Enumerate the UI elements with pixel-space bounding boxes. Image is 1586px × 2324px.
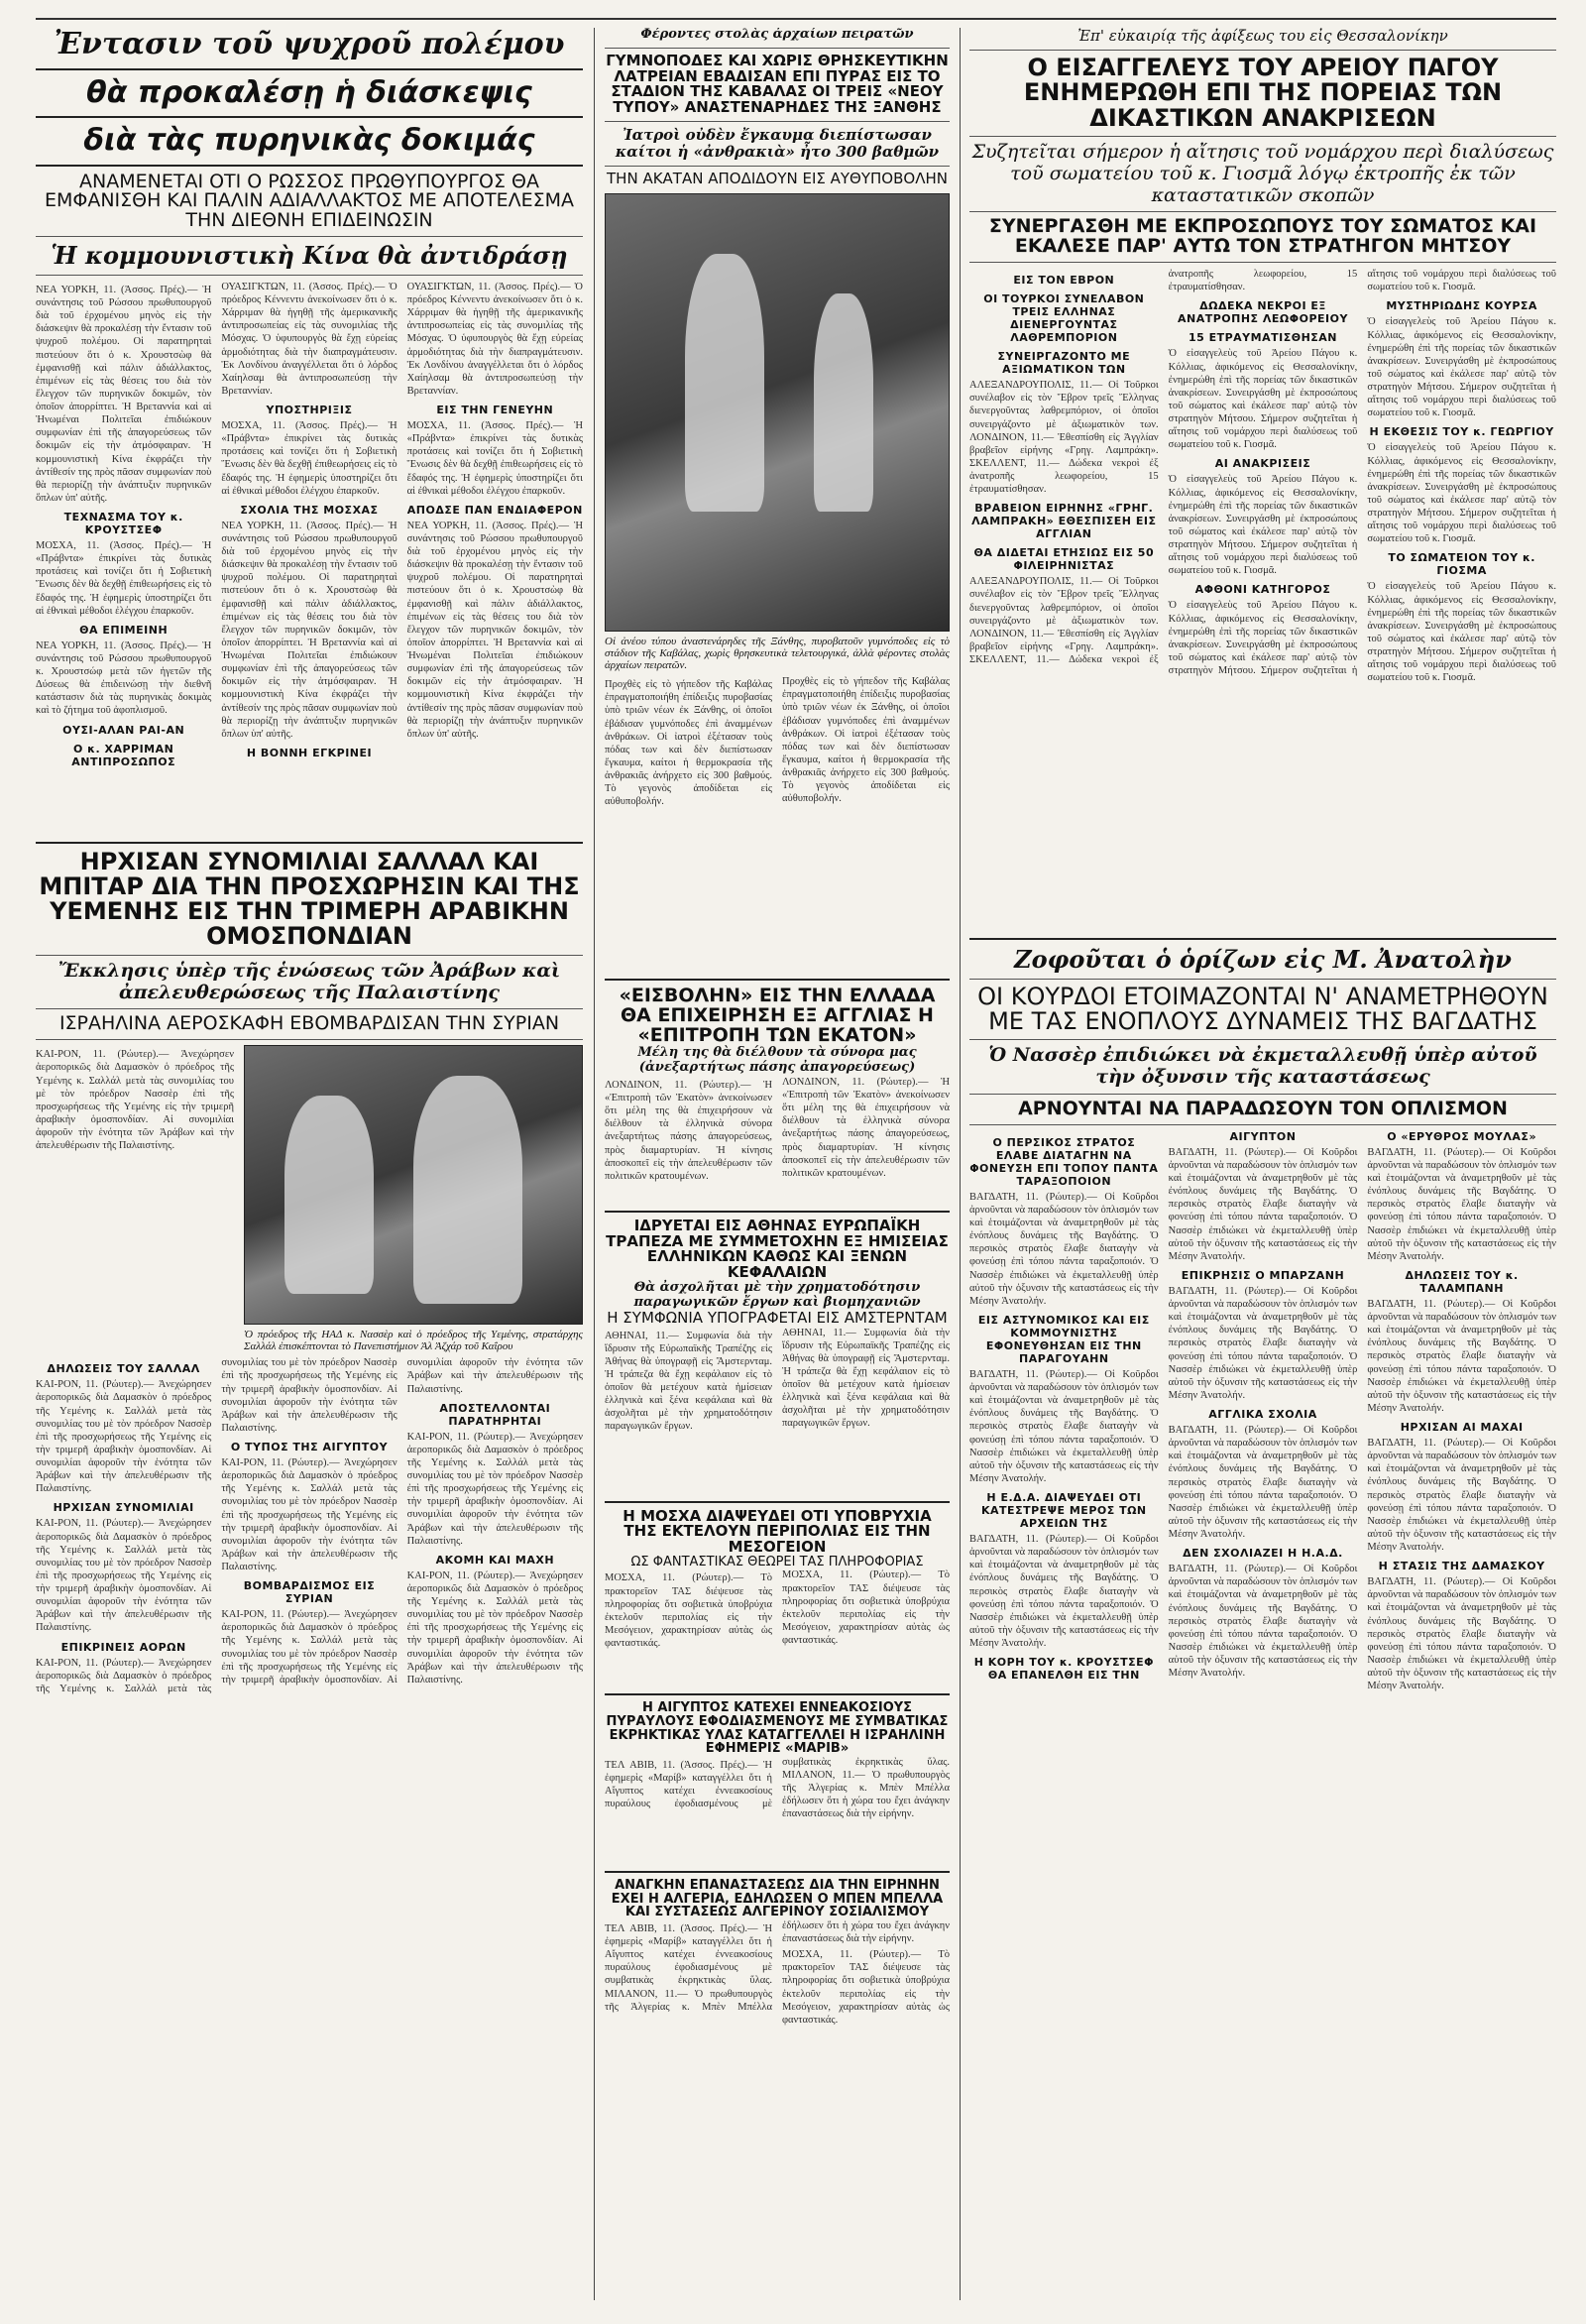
section-label: ΗΡΧΙΣΑΝ ΣΥΝΟΜΙΛΙΑΙ — [53, 1501, 194, 1515]
kicker-thessaloniki: Ἐπ' εὐκαιρίᾳ τῆς ἀφίξεως του εἰς Θεσσαλονίκην — [1077, 28, 1448, 45]
rule — [605, 48, 950, 49]
rule — [969, 1094, 1556, 1095]
rule — [969, 1039, 1556, 1040]
section-label: ΟΙ ΤΟΥΡΚΟΙ ΣΥΝΕΛΑΒΟΝ ΤΡΕΙΣ ΕΛΛΗΝΑΣ ΔΙΕΝΕΡΓΟΥΝΤΑΣ ΛΑΘΡΕΜΠΟΡΙΟΝ — [983, 292, 1145, 345]
section-label: ΔΗΛΩΣΕΙΣ ΤΟΥ κ. ΤΑΛΑΜΠΑΝΗ — [1405, 1268, 1519, 1295]
headline-invasion: «ΕΙΣΒΟΛΗΝ» ΕΙΣ ΤΗΝ ΕΛΛΑΔΑ ΘΑ ΕΠΙΧΕΙΡΗΣΗ ΕΞ ΑΓΓΛΙΑΣ Η «ΕΠΙΤΡΟΠΗ ΤΩΝ ΕΚΑΤΟΝ» — [619, 985, 936, 1047]
kicker-pirates: Φέροντες στολὰς ἀρχαίων πειρατῶν — [640, 28, 914, 42]
article-text: ΤΕΛ ΑΒΙΒ, 11. (Ἀσσος. Πρές).— Ἡ ἐφημερὶς «Μαρίβ» καταγγέλλει ὅτι ἡ Αἴγυπτος κατέχει ἐννεακοσίους πυραύλους ἐφοδιασμένους μὲ συμβατικὰς ἐκρηκτικὰς ὕλας. ΜΙΛΑΝΟΝ, 11.— Ὁ πρωθυπουργὸς τῆς Ἀλγερίας κ. Μπὲν Μπέλλα ἐδήλωσεν ὅτι ἡ χώρα του ἔχει ἀνάγκην ἐπαναστάσεως διὰ τὴν εἰρήνην. — [605, 1919, 950, 2013]
section-label: ΣΧΟΛΙΑ ΤΗΣ ΜΟΣΧΑΣ — [240, 503, 379, 517]
section-label: Ο «ΕΡΥΘΡΟΣ ΜΟΥΛΑΣ» — [1387, 1129, 1537, 1143]
article-text: Ὁ εἰσαγγελεὺς τοῦ Ἀρείου Πάγου κ. Κόλλιας, ἀφικόμενος εἰς Θεσσαλονίκην, ἐνημερώθη ἐπὶ τῆς πορείας τῶν δικαστικῶν ἀνακρίσεων. Συνειργάσθη μὲ ἐκπροσώπους τοῦ σώματος καὶ ἐκάλεσε παρ' αὐτῷ τὸν στρατηγὸν Μήτσου. Σήμερον συζητεῖται ἡ αἴτησις τοῦ νομάρχου περὶ διαλύσεως τοῦ σωματείου τοῦ κ. Γιοσμᾶ. — [1168, 269, 1556, 677]
section-label: ΑΙ ΑΝΑΚΡΙΣΕΙΣ — [1214, 457, 1311, 471]
article-text: ΒΑΓΔΑΤΗ, 11. (Ρώυτερ).— Οἱ Κοῦρδοι ἀρνοῦνται νὰ παραδώσουν τὸν ὁπλισμόν των καὶ ἑτοιμάζονται νὰ ἀναμετρηθοῦν μὲ τὰς ἐνόπλους δυνάμεις τῆς Βαγδάτης. Ὁ περσικὸς στρατὸς ἔλαβε διαταγὴν νὰ φονεύσῃ ἐπὶ τόπου πάντα ταραξοποιόν. Ὁ Νασσὲρ ἐπιδιώκει νὰ ἐκμεταλλευθῇ ὑπὲρ αὐτοῦ τὴν ὀξυνσιν τῆς καταστάσεως εἰς τὴν Μέσην Ἀνατολήν. — [1168, 1285, 1358, 1401]
section-label: ΕΙΣ ΤΟΝ ΕΒΡΟΝ — [1013, 274, 1115, 288]
section-label: ΕΙΣ ΤΗΝ ΓΕΝΕΥΗΝ — [436, 404, 554, 417]
column-left — [36, 28, 583, 2300]
rule — [605, 166, 950, 167]
section-label: ΔΕΝ ΣΧΟΛΙΑΖΕΙ Η Η.Α.Δ. — [1183, 1547, 1343, 1561]
article-text: ΝΕΑ ΥΟΡΚΗ, 11. (Ἀσσος. Πρές).— Ἡ συνάντησις τοῦ Ρώσσου πρωθυπουργοῦ κ. Χρουστσώφ μετὰ τῶν ἡγετῶν τῆς Δύσεως θὰ ἐπιδεινώσῃ τὴν διεθνῆ κατάστασιν διὰ τὰς πυρηνικὰς δοκιμὰς καὶ τὸ ζήτημα τοῦ ἀφοπλισμοῦ. — [36, 639, 212, 717]
section-label: ΣΥΝΕΙΡΓΑΖΟΝΤΟ ΜΕ ΑΞΙΩΜΑΤΙΚΟΝ ΤΩΝ — [997, 350, 1131, 377]
section-label: Η ΒΟΝΝΗ ΕΓΚΡΙΝΕΙ — [246, 746, 373, 759]
article-algeria — [605, 1919, 950, 2118]
article-text: Προχθὲς εἰς τὸ γήπεδον τῆς Καβάλας ἐπραγματοποιήθη ἐπίδειξις πυροβασίας ὑπὸ τριῶν νέων ἐκ Ξάνθης, οἱ ὁποῖοι ἐβάδισαν γυμνόποδες ἐπὶ ἀναμμένων ἀνθράκων. Οἱ ἰατροὶ ἐξέτασαν τοὺς πόδας των καὶ δὲν διεπίστωσαν ἔγκαυμα, καίτοι ἡ θερμοκρασία τῆς ἀνθρακιᾶς ἀνήρχετο εἰς 300 βαθμούς. Τὸ γεγονὸς ἀποδίδεται εἰς αὐθυποβολήν. — [782, 676, 950, 805]
article-text: ΜΟΣΧΑ, 11. (Ἀσσος. Πρές).— Ἡ «Πράβντα» ἐπικρίνει τὰς δυτικὰς προτάσεις καὶ τονίζει ὅτι ἡ Σοβιετικὴ Ἕνωσις δὲν θὰ δεχθῇ ἐπιθεωρήσεις εἰς τὸ ἔδαφός της. Ἡ ἐφημερὶς ὑποστηρίζει ὅτι αἱ ἐθνικαὶ μέθοδοι ἐλέγχου ἐπαρκοῦν. — [36, 540, 212, 617]
column-right — [969, 28, 1556, 2300]
headline-arab-unity: Ἔκκλησις ὑπὲρ τῆς ἑνώσεως τῶν Ἀράβων καὶ ἀπελευθερώσεως τῆς Παλαιστίνης — [57, 959, 561, 1003]
section-label: ΘΑ ΕΠΙΜΕΙΝΗ — [79, 623, 169, 637]
article-text: ΚΑΙ-ΡΟΝ, 11. (Ρώυτερ).— Ἀνεχώρησεν ἀεροπορικῶς διὰ Δαμασκὸν ὁ πρόεδρος τῆς Υεμένης κ. Σαλλάλ μετὰ τὰς συνομιλίας του μὲ τὸν πρόεδρον Νασσὲρ ἐπὶ τῆς προσχωρήσεως τῆς Υεμένης εἰς τὴν τριμερῆ ἀραβικὴν ὁμοσπονδίαν. Αἱ συνομιλίαι ἀφοροῦν τὴν ἑνότητα τῶν Ἀράβων καὶ τὴν ἀπελευθέρωσιν τῆς Παλαιστίνης. — [406, 1431, 583, 1547]
headline-doctors: Ἰατροὶ οὐδὲν ἔγκαυμα διεπίστωσαν καίτοι ἡ «ἀνθρακιὰ» ἦτο 300 βαθμῶν — [615, 125, 940, 162]
article-text: ΚΑΙ-ΡΟΝ, 11. (Ρώυτερ).— Ἀνεχώρησεν ἀεροπορικῶς διὰ Δαμασκὸν ὁ πρόεδρος τῆς Υεμένης κ. Σαλλάλ μετὰ τὰς συνομιλίας του μὲ τὸν πρόεδρον Νασσὲρ ἐπὶ τῆς προσχωρήσεως τῆς Υεμένης εἰς τὴν τριμερῆ ἀραβικὴν ὁμοσπονδίαν. Αἱ συνομιλίαι ἀφοροῦν τὴν ἑνότητα τῶν Ἀράβων καὶ τὴν ἀπελευθέρωσιν τῆς Παλαιστίνης. — [36, 1518, 212, 1634]
article-text: ΟΥΑΣΙΓΚΤΩΝ, 11. (Ἀσσος. Πρές).— Ὁ πρόεδρος Κέννεντυ ἀνεκοίνωσεν ὅτι ὁ κ. Χάρριμαν θὰ ἡγηθῇ τῆς ἀμερικανικῆς ἀντιπροσωπείας εἰς τὰς συνομιλίας τῆς Μόσχας. Ὁ ὑφυπουργὸς θὰ ἔχῃ εὐρείας ἁρμοδιότητας διὰ τὴν διαπραγμάτευσιν. Ἐκ Λονδίνου ἀναγγέλλεται ὅτι ὁ λόρδος Χαίηλσαμ θὰ ἀντιπροσωπεύσῃ τὴν Βρεταννίαν. — [221, 281, 397, 397]
article-text: ΜΟΣΧΑ, 11. (Ρώυτερ).— Τὸ πρακτορεῖον ΤΑΣ διέψευσε τὰς πληροφορίας ὅτι σοβιετικὰ ὑποβρύχια ἐκτελοῦν περιπολίας εἰς τὴν Μεσόγειον, χαρακτηρίσαν αὐτὰς ὡς φανταστικάς. — [782, 1569, 950, 1647]
article-text: ΑΘΗΝΑΙ, 11.— Συμφωνία διὰ τὴν ἵδρυσιν τῆς Εὐρωπαϊκῆς Τραπέζης εἰς Ἀθήνας θὰ ὑπογραφῇ εἰς Ἄμστερνταμ. Ἡ τράπεζα θὰ ἔχῃ κεφάλαιον εἰς τὸ ὁποῖον θὰ μετέχουν κατὰ ἡμίσειαν ἑλληνικὰ καὶ ξένα κεφάλαια καὶ θὰ ἀσχολῆται μὲ τὴν χρηματοδότησιν παραγωγικῶν ἔργων. — [782, 1327, 950, 1430]
section-label: ΑΠΟΔΣΕ ΠΑΝ ΕΝΔΙΑΦΕΡΟΝ — [406, 503, 583, 517]
column-divider — [594, 28, 595, 2300]
article-kurds — [969, 1130, 1556, 1993]
article-text: ΟΥΑΣΙΓΚΤΩΝ, 11. (Ἀσσος. Πρές).— Ὁ πρόεδρος Κέννεντυ ἀνεκοίνωσεν ὅτι ὁ κ. Χάρριμαν θὰ ἡγηθῇ τῆς ἀμερικανικῆς ἀντιπροσωπείας εἰς τὰς συνομιλίας τῆς Μόσχας. Ὁ ὑφυπουργὸς θὰ ἔχῃ εὐρείας ἁρμοδιότητας διὰ τὴν διαπραγμάτευσιν. Ἐκ Λονδίνου ἀναγγέλλεται ὅτι ὁ λόρδος Χαίηλσαμ θὰ ἀντιπροσωπεύσῃ τὴν Βρεταννίαν. — [406, 281, 583, 397]
article-text: ΒΑΓΔΑΤΗ, 11. (Ρώυτερ).— Οἱ Κοῦρδοι ἀρνοῦνται νὰ παραδώσουν τὸν ὁπλισμόν των καὶ ἑτοιμάζονται νὰ ἀναμετρηθοῦν μὲ τὰς ἐνόπλους δυνάμεις τῆς Βαγδάτης. Ὁ περσικὸς στρατὸς ἔλαβε διαταγὴν νὰ φονεύσῃ ἐπὶ τόπου πάντα ταραξοποιόν. Ὁ Νασσὲρ ἐπιδιώκει νὰ ἐκμεταλλευθῇ ὑπὲρ αὐτοῦ τὴν ὀξυνσιν τῆς καταστάσεως εἰς τὴν Μέσην Ἀνατολήν. — [969, 1534, 1159, 1650]
article-text: ΛΟΝΔΙΝΟΝ, 11. (Ρώυτερ).— Ἡ «Ἐπιτροπὴ τῶν Ἑκατὸν» ἀνεκοίνωσεν ὅτι μέλη της θὰ ἐπιχειρήσουν νὰ διέλθουν τὰ ἑλληνικὰ σύνορα ἀνεξαρτήτως πάσης ἀπαγορεύσεως, πρὸς διαμαρτυρίαν. Ἡ κίνησις ἀποσκοπεῖ εἰς τὴν ἀπελευθέρωσιν τῶν πολιτικῶν κρατουμένων. — [782, 1076, 950, 1179]
headline-nomarch-request: Συζητεῖται σήμερον ἡ αἴτησις τοῦ νομάρχου περὶ διαλύσεως τοῦ σωματείου τοῦ κ. Γιοσμᾶ λόγῳ ἐκτροπῆς ἐκ τῶν καταστατικῶν σκοπῶν — [971, 140, 1554, 206]
section-label: ΒΡΑΒΕΙΟΝ ΕΙΡΗΝΗΣ «ΓΡΗΓ. ΛΑΜΠΡΑΚΗ» ΕΘΕΣΠΙΣΕΗ ΕΙΣ ΑΓΓΛΙΑΝ — [971, 502, 1157, 541]
article-sallal-continued — [36, 1356, 583, 1912]
article-text: ΜΟΣΧΑ, 11. (Ἀσσος. Πρές).— Ἡ «Πράβντα» ἐπικρίνει τὰς δυτικὰς προτάσεις καὶ τονίζει ὅτι ἡ Σοβιετικὴ Ἕνωσις δὲν θὰ δεχθῇ ἐπιθεωρήσεις εἰς τὸ ἔδαφός της. Ἡ ἐφημερὶς ὑποστηρίζει ὅτι αἱ ἐθνικαὶ μέθοδοι ἐλέγχου ἐπαρκοῦν. — [221, 420, 397, 497]
rule — [36, 955, 583, 956]
article-text: ΤΕΛ ΑΒΙΒ, 11. (Ἀσσος. Πρές).— Ἡ ἐφημερὶς «Μαρίβ» καταγγέλλει ὅτι ἡ Αἴγυπτος κατέχει ἐννεακοσίους πυραύλους ἐφοδιασμένους μὲ συμβατικὰς ἐκρηκτικὰς ὕλας. ΜΙΛΑΝΟΝ, 11.— Ὁ πρωθυπουργὸς τῆς Ἀλγερίας κ. Μπὲν Μπέλλα ἐδήλωσεν ὅτι ἡ χώρα του ἔχει ἀνάγκην ἐπαναστάσεως διὰ τὴν εἰρήνην. — [605, 1756, 950, 1820]
article-text: ΜΟΣΧΑ, 11. (Ρώυτερ).— Τὸ πρακτορεῖον ΤΑΣ διέψευσε τὰς πληροφορίας ὅτι σοβιετικὰ ὑποβρύχια ἐκτελοῦν περιπολίας εἰς τὴν Μεσόγειον, χαρακτηρίσαν αὐτὰς ὡς φανταστικάς. — [605, 1572, 772, 1650]
section-label: Η ΚΟΡΗ ΤΟΥ κ. ΚΡΟΥΣΤΣΕΦ ΘΑ ΕΠΑΝΕΛΘΗ ΕΙΣ ΤΗΝ ΑΙΓΥΠΤΟΝ — [973, 1129, 1297, 1683]
rule — [969, 938, 1556, 940]
section-label: ΤΕΧΝΑΣΜΑ ΤΟΥ κ. ΚΡΟΥΣΤΣΕΦ — [63, 511, 183, 537]
article-text: ΒΑΓΔΑΤΗ, 11. (Ρώυτερ).— Οἱ Κοῦρδοι ἀρνοῦνται νὰ παραδώσουν τὸν ὁπλισμόν των καὶ ἑτοιμάζονται νὰ ἀναμετρηθοῦν μὲ τὰς ἐνόπλους δυνάμεις τῆς Βαγδάτης. Ὁ περσικὸς στρατὸς ἔλαβε διαταγὴν νὰ φονεύσῃ ἐπὶ τόπου πάντα ταραξοποιόν. Ὁ Νασσὲρ ἐπιδιώκει νὰ ἐκμεταλλευθῇ ὑπὲρ αὐτοῦ τὴν ὀξυνσιν τῆς καταστάσεως εἰς τὴν Μέσην Ἀνατολήν. — [1168, 1425, 1358, 1541]
section-label: ΥΠΟΣΤΗΡΙΞΙΣ — [266, 404, 353, 417]
column-divider — [960, 28, 961, 2300]
photo-block — [244, 1045, 583, 1356]
rule — [969, 262, 1556, 263]
article-text: ΚΑΙ-ΡΟΝ, 11. (Ρώυτερ).— Ἀνεχώρησεν ἀεροπορικῶς διὰ Δαμασκὸν ὁ πρόεδρος τῆς Υεμένης κ. Σαλλάλ μετὰ τὰς συνομιλίας του μὲ τὸν πρόεδρον Νασσὲρ ἐπὶ τῆς προσχωρήσεως τῆς Υεμένης εἰς τὴν τριμερῆ ἀραβικὴν ὁμοσπονδίαν. Αἱ συνομιλίαι ἀφοροῦν τὴν ἑνότητα τῶν Ἀράβων καὶ τὴν ἀπελευθέρωσιν τῆς Παλαιστίνης. — [406, 1569, 583, 1685]
headline-autosuggestion: ΤΗΝ ΑΚΑΤΑΝ ΑΠΟΔΙΔΟΥΝ ΕΙΣ ΑΥΘΥΠΟΒΟΛΗΝ — [607, 170, 948, 188]
rule — [36, 165, 583, 167]
article-text: Προχθὲς εἰς τὸ γήπεδον τῆς Καβάλας ἐπραγματοποιήθη ἐπίδειξις πυροβασίας ὑπὸ τριῶν νέων ἐκ Ξάνθης, οἱ ὁποῖοι ἐβάδισαν γυμνόποδες ἐπὶ ἀναμμένων ἀνθράκων. Οἱ ἰατροὶ ἐξέτασαν τοὺς πόδας των καὶ δὲν διεπίστωσαν ἔγκαυμα, καίτοι ἡ θερμοκρασία τῆς ἀνθρακιᾶς ἀνήρχετο εἰς 300 βαθμούς. Τὸ γεγονὸς ἀποδίδεται εἰς αὐθυποβολήν. — [605, 679, 772, 808]
section-label: ΘΑ ΔΙΔΕΤΑΙ ΕΤΗΣΙΩΣ ΕΙΣ 50 ΦΙΛΕΙΡΗΝΙΣΤΑΣ — [973, 546, 1155, 573]
headline-european-bank: ΙΔΡΥΕΤΑΙ ΕΙΣ ΑΘΗΝΑΣ ΕΥΡΩΠΑΪΚΗ ΤΡΑΠΕΖΑ ΜΕ ΣΥΜΜΕΤΟΧΗΝ ΕΞ ΗΜΙΣΕΙΑΣ ΕΛΛΗΝΙΚΩΝ ΚΑΘΩΣ ΚΑΙ ΞΕΝΩΝ ΚΕΦΑΛΑΙΩΝ — [606, 1216, 949, 1282]
article-text: Ὁ εἰσαγγελεὺς τοῦ Ἀρείου Πάγου κ. Κόλλιας, ἀφικόμενος εἰς Θεσσαλονίκην, ἐνημερώθη ἐπὶ τῆς πορείας τῶν δικαστικῶν ἀνακρίσεων. Συνειργάσθη μὲ ἐκπροσώπους τοῦ σώματος καὶ ἐκάλεσε παρ' αὐτῷ τὸν στρατηγὸν Μήτσου. Σήμερον συζητεῖται ἡ αἴτησις τοῦ νομάρχου περὶ διαλύσεως τοῦ σωματείου τοῦ κ. Γιοσμᾶ. — [1367, 442, 1556, 545]
section-label: Ο κ. ΧΑΡΡΙΜΑΝ ΑΝΤΙΠΡΟΣΩΠΟΣ — [71, 742, 176, 768]
article-text: ΒΑΓΔΑΤΗ, 11. (Ρώυτερ).— Οἱ Κοῦρδοι ἀρνοῦνται νὰ παραδώσουν τὸν ὁπλισμόν των καὶ ἑτοιμάζονται νὰ ἀναμετρηθοῦν μὲ τὰς ἐνόπλους δυνάμεις τῆς Βαγδάτης. Ὁ περσικὸς στρατὸς ἔλαβε διαταγὴν νὰ φονεύσῃ ἐπὶ τόπου πάντα ταραξοποιόν. Ὁ Νασσὲρ ἐπιδιώκει νὰ ἐκμεταλλευθῇ ὑπὲρ αὐτοῦ τὴν ὀξυνσιν τῆς καταστάσεως εἰς τὴν Μέσην Ἀνατολήν. — [1367, 1298, 1556, 1414]
article-text: Ὁ εἰσαγγελεὺς τοῦ Ἀρείου Πάγου κ. Κόλλιας, ἀφικόμενος εἰς Θεσσαλονίκην, ἐνημερώθη ἐπὶ τῆς πορείας τῶν δικαστικῶν ἀνακρίσεων. Συνειργάσθη μὲ ἐκπροσώπους τοῦ σώματος καὶ ἐκάλεσε παρ' αὐτῷ τὸν στρατηγὸν Μήτσου. Σήμερον συζητεῖται ἡ αἴτησις τοῦ νομάρχου περὶ διαλύσεως τοῦ σωματείου τοῦ κ. Γιοσμᾶ. — [1168, 348, 1358, 451]
article-text: ΑΛΕΞΑΝΔΡΟΥΠΟΛΙΣ, 11.— Οἱ Τοῦρκοι συνέλαβον εἰς τὸν Ἕβρον τρεῖς Ἕλληνας διενεργοῦντας λαθρεμπόριον, οἱ ὁποῖοι συνειργάζοντο μὲ ἀξιωματικὸν των. ΛΟΝΔΙΝΟΝ, 11.— Ἐθεσπίσθη εἰς Ἀγγλίαν βραβεῖον εἰρήνης «Γρηγ. Λαμπράκη». ΣΚΕΛΛΕΝΤ, 11.— Δώδεκα νεκροὶ ἐξ ἀνατροπῆς λεωφορείου, 15 ἐτραυματίσθησαν. — [969, 380, 1159, 496]
article-text: ΚΑΙ-ΡΟΝ, 11. (Ρώυτερ).— Ἀνεχώρησεν ἀεροπορικῶς διὰ Δαμασκὸν ὁ πρόεδρος τῆς Υεμένης κ. Σαλλάλ μετὰ τὰς συνομιλίας του μὲ τὸν πρόεδρον Νασσὲρ ἐπὶ τῆς προσχωρήσεως τῆς Υεμένης εἰς τὴν τριμερῆ ἀραβικὴν ὁμοσπονδίαν. Αἱ συνομιλίαι ἀφοροῦν τὴν ἑνότητα τῶν Ἀράβων καὶ τὴν ἀπελευθέρωσιν τῆς Παλαιστίνης. — [221, 1357, 583, 1685]
section-label: ΔΗΛΩΣΕΙΣ ΤΟΥ ΣΑΛΛΑΛ — [47, 1362, 200, 1376]
rule — [36, 275, 583, 276]
photo-caption: Οἱ ἀνέου τύπου ἀναστενάρηδες τῆς Ξάνθης, πυροβατοῦν γυμνόποδες εἰς τὸ στάδιον τῆς Καβάλας, χωρὶς θρησκευτικὰ τελετουργικά, ἀλλὰ φέροντες στολὰς ἀρχαίων πειρατῶν. — [605, 636, 950, 672]
rule — [969, 136, 1556, 137]
photo-firewalkers — [605, 193, 950, 632]
article-sallal — [36, 1045, 583, 1356]
photo-figure — [413, 1076, 522, 1304]
subheadline-soviet-pm: ΑΝΑΜΕΝΕΤΑΙ ΟΤΙ Ο ΡΩΣΣΟΣ ΠΡΩΘΥΠΟΥΡΓΟΣ ΘΑ ΕΜΦΑΝΙΣΘΗ ΚΑΙ ΠΑΛΙΝ ΑΔΙΑΛΛΑΚΤΟΣ ΜΕ ΑΠΟΤΕΛΕΣΜΑ ΤΗΝ ΔΙΕΘΝΗ ΕΠΙΔΕΙΝΩΣΙΝ — [44, 170, 575, 232]
rule — [969, 50, 1556, 51]
headline-algeria: ΑΝΑΓΚΗΝ ΕΠΑΝΑΣΤΑΣΕΩΣ ΔΙΑ ΤΗΝ ΕΙΡΗΝΗΝ ΕΧΕΙ Η ΑΛΓΕΡΙΑ, ΕΔΗΛΩΣΕΝ Ο ΜΠΕΝ ΜΠΕΛΛΑ ΚΑΙ ΣΥΣΤΑΣΕΩΣ ΑΛΓΕΡΙΝΟΥ ΣΟΣΙΑΛΙΣΜΟΥ — [611, 1877, 944, 1920]
section-label: ΤΟ ΣΩΜΑΤΕΙΟΝ ΤΟΥ κ. ΓΙΟΣΜΑ — [1388, 551, 1535, 578]
headline-cooperation: ΣΥΝΕΡΓΑΣΘΗ ΜΕ ΕΚΠΡΟΣΩΠΟΥΣ ΤΟΥ ΣΩΜΑΤΟΣ ΚΑΙ ΕΚΑΛΕΣΕ ΠΑΡ' ΑΥΤΩ ΤΟΝ ΣΤΡΑΤΗΓΟΝ ΜΗΤΣΟΥ — [988, 215, 1537, 258]
section-label: ΗΡΧΙΣΑΝ ΑΙ ΜΑΧΑΙ — [1400, 1421, 1524, 1435]
article-text: Ὁ εἰσαγγελεὺς τοῦ Ἀρείου Πάγου κ. Κόλλιας, ἀφικόμενος εἰς Θεσσαλονίκην, ἐνημερώθη ἐπὶ τῆς πορείας τῶν δικαστικῶν ἀνακρίσεων. Συνειργάσθη μὲ ἐκπροσώπους τοῦ σώματος καὶ ἐκάλεσε παρ' αὐτῷ τὸν στρατηγὸν Μήτσου. Σήμερον συζητεῖται ἡ αἴτησις τοῦ νομάρχου περὶ διαλύσεως τοῦ σωματείου τοῦ κ. Γιοσμᾶ. — [1168, 474, 1358, 577]
photo-figure — [284, 1096, 374, 1294]
rule — [36, 842, 583, 844]
rule — [36, 1039, 583, 1040]
article-text: ΚΑΙ-ΡΟΝ, 11. (Ρώυτερ).— Ἀνεχώρησεν ἀεροπορικῶς διὰ Δαμασκὸν ὁ πρόεδρος τῆς Υεμένης κ. Σαλλάλ μετὰ τὰς συνομιλίας του μὲ τὸν πρόεδρον Νασσὲρ ἐπὶ τῆς προσχωρήσεως τῆς Υεμένης εἰς τὴν τριμερῆ ἀραβικὴν ὁμοσπονδίαν. Αἱ συνομιλίαι ἀφοροῦν τὴν ἑνότητα τῶν Ἀράβων καὶ τὴν ἀπελευθέρωσιν τῆς Παλαιστίνης. — [36, 1379, 212, 1495]
article-text: ΝΕΑ ΥΟΡΚΗ, 11. (Ἀσσος. Πρές).— Ἡ συνάντησις τοῦ Ρώσσου πρωθυπουργοῦ διὰ τοῦ ἐρχομένου μηνὸς εἰς τὴν διάσκεψιν θὰ προκαλέσῃ τὴν ἔντασιν τοῦ ψυχροῦ πολέμου. Οἱ παρατηρηταὶ πιστεύουν ὅτι ὁ κ. Χρουστσὼφ θὰ ἐμφανισθῇ καὶ πάλιν ἀδιάλλακτος, ἐπιμένων εἰς τὰς θέσεις του διὰ τὸν ἔλεγχον τῶν πυρηνικῶν δοκιμῶν, τὸν ὁποῖον ἀπορρίπτει. Ἡ Βρεταννία καὶ αἱ Ἡνωμέναι Πολιτεῖαι ἐπιδιώκουν συμφωνίαν ἐπὶ τῆς ἀπαγορεύσεως τῶν δοκιμῶν εἰς τὴν ἀτμόσφαιραν. Ἡ κομμουνιστικὴ Κίνα ἐκφράζει τὴν ἀντίθεσίν της πρὸς πᾶσαν συμφωνίαν ποὺ θὰ περιορίζῃ τὴν ἀνάπτυξιν πυρηνικῶν ὅπλων ὑπ' αὐτῆς. — [221, 520, 397, 740]
article-cold-war — [36, 281, 583, 836]
section-label: ΕΠΙΚΡΗΣΙΣ Ο ΜΠΑΡΖΑΝΗ — [1181, 1268, 1345, 1282]
article-submarines — [605, 1569, 950, 1687]
rule — [36, 1008, 583, 1009]
article-bank — [605, 1327, 950, 1495]
headline-israeli-aircraft: ΙΣΡΑΗΛΙΝΑ ΑΕΡΟΣΚΑΦΗ ΕΒΟΜΒΑΡΔΙΣΑΝ ΤΗΝ ΣΥΡΙΑΝ — [58, 1012, 560, 1035]
section-label: Η ΕΚΘΕΣΙΣ ΤΟΥ κ. ΓΕΩΡΓΙΟΥ — [1369, 425, 1554, 439]
headline-firewalkers: ΓΥΜΝΟΠΟΔΕΣ ΚΑΙ ΧΩΡΙΣ ΘΡΗΣΚΕΥΤΙΚΗΝ ΛΑΤΡΕΙΑΝ ΕΒΑΔΙΣΑΝ ΕΠΙ ΠΥΡΑΣ ΕΙΣ ΤΟ ΣΤΑΔΙΟΝ ΤΗΣ ΚΑΒΑΛΑΣ ΟΙ ΤΡΕΙΣ «ΝΕΟΥ ΤΥΠΟΥ» ΑΝΑΣΤΕΝΑΡΗΔΕΣ ΤΗΣ ΞΑΝΘΗΣ — [606, 51, 949, 117]
article-text: ΒΑΓΔΑΤΗ, 11. (Ρώυτερ).— Οἱ Κοῦρδοι ἀρνοῦνται νὰ παραδώσουν τὸν ὁπλισμόν των καὶ ἑτοιμάζονται νὰ ἀναμετρηθοῦν μὲ τὰς ἐνόπλους δυνάμεις τῆς Βαγδάτης. Ὁ περσικὸς στρατὸς ἔλαβε διαταγὴν νὰ φονεύσῃ ἐπὶ τόπου πάντα ταραξοποιόν. Ὁ Νασσὲρ ἐπιδιώκει νὰ ἐκμεταλλευθῇ ὑπὲρ αὐτοῦ τὴν ὀξυνσιν τῆς καταστάσεως εἰς τὴν Μέσην Ἀνατολήν. — [1367, 1576, 1556, 1692]
headline-nasser: Ὁ Νασσὲρ ἐπιδιώκει νὰ ἐκμεταλλευθῇ ὑπὲρ αὐτοῦ τὴν ὀξυνσιν τῆς καταστάσεως — [988, 1044, 1537, 1089]
top-rule — [36, 18, 1556, 20]
rule — [605, 121, 950, 122]
article-text: ΒΑΓΔΑΤΗ, 11. (Ρώυτερ).— Οἱ Κοῦρδοι ἀρνοῦνται νὰ παραδώσουν τὸν ὁπλισμόν των καὶ ἑτοιμάζονται νὰ ἀναμετρηθοῦν μὲ τὰς ἐνόπλους δυνάμεις τῆς Βαγδάτης. Ὁ περσικὸς στρατὸς ἔλαβε διαταγὴν νὰ φονεύσῃ ἐπὶ τόπου πάντα ταραξοποιόν. Ὁ Νασσὲρ ἐπιδιώκει νὰ ἐκμεταλλευθῇ ὑπὲρ αὐτοῦ τὴν ὀξυνσιν τῆς καταστάσεως εἰς τὴν Μέσην Ἀνατολήν. — [1168, 1564, 1358, 1680]
section-label: ΑΓΓΛΙΚΑ ΣΧΟΛΙΑ — [1208, 1408, 1317, 1422]
article-firewalkers — [605, 675, 950, 973]
column-middle — [605, 28, 950, 2300]
article-text: Ὁ εἰσαγγελεὺς τοῦ Ἀρείου Πάγου κ. Κόλλιας, ἀφικόμενος εἰς Θεσσαλονίκην, ἐνημερώθη ἐπὶ τῆς πορείας τῶν δικαστικῶν ἀνακρίσεων. Συνειργάσθη μὲ ἐκπροσώπους τοῦ σώματος καὶ ἐκάλεσε παρ' αὐτῷ τὸν στρατηγὸν Μήτσου. Σήμερον συζητεῖται ἡ αἴτησις τοῦ νομάρχου περὶ διαλύσεως τοῦ σωματείου τοῦ κ. Γιοσμᾶ. — [1367, 581, 1556, 684]
section-label: Ο ΤΥΠΟΣ ΤΗΣ ΑΙΓΥΠΤΟΥ — [230, 1441, 389, 1454]
headline-prosecutor: Ο ΕΙΣΑΓΓΕΛΕΥΣ ΤΟΥ ΑΡΕΙΟΥ ΠΑΓΟΥ ΕΝΗΜΕΡΩΘΗ ΕΠΙ ΤΗΣ ΠΟΡΕΙΑΣ ΤΩΝ ΔΙΚΑΣΤΙΚΩΝ ΑΝΑΚΡΙΣΕΩΝ — [1023, 54, 1503, 132]
section-label: ΕΠΙΚΡΙΝΕΙΣ ΑΟΡΩΝ — [60, 1640, 186, 1654]
section-label: ΕΙΣ ΑΣΤΥΝΟΜΙΚΟΣ ΚΑΙ ΕΙΣ ΚΟΜΜΟΥΝΙΣΤΗΣ ΕΦΟΝΕΥΘΗΣΑΝ ΕΙΣ ΤΗΝ ΠΑΡΑΓΟΥΑΗΝ — [977, 1313, 1150, 1365]
headline-borders: Μέλη της θὰ διέλθουν τὰ σύνορα μας (ἀνεξαρτήτως πάσης ἀπαγορεύσεως) — [637, 1045, 917, 1075]
article-text: ΜΟΣΧΑ, 11. (Ρώυτερ).— Τὸ πρακτορεῖον ΤΑΣ διέψευσε τὰς πληροφορίας ὅτι σοβιετικὰ ὑποβρύχια ἐκτελοῦν περιπολίας εἰς τὴν Μεσόγειον, χαρακτηρίσαν αὐτὰς ὡς φανταστικάς. — [782, 1949, 950, 2026]
article-text: ΚΑΙ-ΡΟΝ, 11. (Ρώυτερ).— Ἀνεχώρησεν ἀεροπορικῶς διὰ Δαμασκὸν ὁ πρόεδρος τῆς Υεμένης κ. Σαλλάλ μετὰ τὰς συνομιλίας του μὲ τὸν πρόεδρον Νασσὲρ ἐπὶ τῆς προσχωρήσεως τῆς Υεμένης εἰς τὴν τριμερῆ ἀραβικὴν ὁμοσπονδίαν. Αἱ συνομιλίαι ἀφοροῦν τὴν ἑνότητα τῶν Ἀράβων καὶ τὴν ἀπελευθέρωσιν τῆς Παλαιστίνης. — [36, 1049, 234, 1152]
article-text: ΛΟΝΔΙΝΟΝ, 11. (Ρώυτερ).— Ἡ «Ἐπιτροπὴ τῶν Ἑκατὸν» ἀνεκοίνωσεν ὅτι μέλη της θὰ ἐπιχειρήσουν νὰ διέλθουν τὰ ἑλληνικὰ σύνορα ἀνεξαρτήτως πάσης ἀπαγορεύσεως, πρὸς διαμαρτυρίαν. Ἡ κίνησις ἀποσκοπεῖ εἰς τὴν ἀπελευθέρωσιν τῶν πολιτικῶν κρατουμένων. — [605, 1079, 772, 1182]
article-text: ΑΛΕΞΑΝΔΡΟΥΠΟΛΙΣ, 11.— Οἱ Τοῦρκοι συνέλαβον εἰς τὸν Ἕβρον τρεῖς Ἕλληνας διενεργοῦντας λαθρεμπόριον, οἱ ὁποῖοι συνειργάζοντο μὲ ἀξιωματικὸν των. ΛΟΝΔΙΝΟΝ, 11.— Ἐθεσπίσθη εἰς Ἀγγλίαν βραβεῖον εἰρήνης «Γρηγ. Λαμπράκη». ΣΚΕΛΛΕΝΤ, 11.— Δώδεκα νεκροὶ ἐξ ἀνατροπῆς λεωφορείου, 15 ἐτραυματίσθησαν. — [969, 269, 1358, 666]
article-text: ΑΘΗΝΑΙ, 11.— Συμφωνία διὰ τὴν ἵδρυσιν τῆς Εὐρωπαϊκῆς Τραπέζης εἰς Ἀθήνας θὰ ὑπογραφῇ εἰς Ἄμστερνταμ. Ἡ τράπεζα θὰ ἔχῃ κεφάλαιον εἰς τὸ ὁποῖον θὰ μετέχουν κατὰ ἡμίσειαν ἑλληνικὰ καὶ ξένα κεφάλαια καὶ θὰ ἀσχολῆται μὲ τὴν χρηματοδότησιν παραγωγικῶν ἔργων. — [605, 1330, 772, 1433]
headline-conference: θὰ προκαλέσῃ ἡ διάσκεψις — [86, 74, 532, 110]
article-missiles — [605, 1756, 950, 1865]
rule — [969, 1124, 1556, 1125]
article-text: ΜΟΣΧΑ, 11. (Ἀσσος. Πρές).— Ἡ «Πράβντα» ἐπικρίνει τὰς δυτικὰς προτάσεις καὶ τονίζει ὅτι ἡ Σοβιετικὴ Ἕνωσις δὲν θὰ δεχθῇ ἐπιθεωρήσεις εἰς τὸ ἔδαφός της. Ἡ ἐφημερὶς ὑποστηρίζει ὅτι αἱ ἐθνικαὶ μέθοδοι ἐλέγχου ἐπαρκοῦν. — [406, 420, 583, 497]
article-prosecutor — [969, 268, 1556, 932]
section-label: 15 ΕΤΡΑΥΜΑΤΙΣΘΗΣΑΝ — [1188, 331, 1338, 345]
section-label: ΔΩΔΕΚΑ ΝΕΚΡΟΙ ΕΞ ΑΝΑΤΡΟΠΗΣ ΛΕΩΦΟΡΕΙΟΥ — [1177, 299, 1348, 326]
rule — [605, 1211, 950, 1213]
photo-nasser-sallal — [244, 1045, 583, 1325]
article-text: ΝΕΑ ΥΟΡΚΗ, 11. (Ἀσσος. Πρές).— Ἡ συνάντησις τοῦ Ρώσσου πρωθυπουργοῦ διὰ τοῦ ἐρχομένου μηνὸς εἰς τὴν διάσκεψιν θὰ προκαλέσῃ τὴν ἔντασιν τοῦ ψυχροῦ πολέμου. Οἱ παρατηρηταὶ πιστεύουν ὅτι ὁ κ. Χρουστσὼφ θὰ ἐμφανισθῇ καὶ πάλιν ἀδιάλλακτος, ἐπιμένων εἰς τὰς θέσεις του διὰ τὸν ἔλεγχον τῶν πυρηνικῶν δοκιμῶν, τὸν ὁποῖον ἀπορρίπτει. Ἡ Βρεταννία καὶ αἱ Ἡνωμέναι Πολιτεῖαι ἐπιδιώκουν συμφωνίαν ἐπὶ τῆς ἀπαγορεύσεως τῶν δοκιμῶν εἰς τὴν ἀτμόσφαιραν. Ἡ κομμουνιστικὴ Κίνα ἐκφράζει τὴν ἀντίθεσίν της πρὸς πᾶσαν συμφωνίαν ποὺ θὰ περιορίζῃ τὴν ἀνάπτυξιν πυρηνικῶν ὅπλων ὑπ' αὐτῆς. — [406, 520, 583, 740]
headline-fantastic: ΩΣ ΦΑΝΤΑΣΤΙΚΑΣ ΘΕΩΡΕΙ ΤΑΣ ΠΛΗΡΟΦΟΡΙΑΣ — [630, 1554, 924, 1569]
rule — [36, 68, 583, 70]
section-label: Η ΣΤΑΣΙΣ ΤΗΣ ΔΑΜΑΣΚΟΥ — [1378, 1560, 1545, 1573]
article-text: ΒΑΓΔΑΤΗ, 11. (Ρώυτερ).— Οἱ Κοῦρδοι ἀρνοῦνται νὰ παραδώσουν τὸν ὁπλισμόν των καὶ ἑτοιμάζονται νὰ ἀναμετρηθοῦν μὲ τὰς ἐνόπλους δυνάμεις τῆς Βαγδάτης. Ὁ περσικὸς στρατὸς ἔλαβε διαταγὴν νὰ φονεύσῃ ἐπὶ τόπου πάντα ταραξοποιόν. Ὁ Νασσὲρ ἐπιδιώκει νὰ ἐκμεταλλευθῇ ὑπὲρ αὐτοῦ τὴν ὀξυνσιν τῆς καταστάσεως εἰς τὴν Μέσην Ἀνατολήν. — [1168, 1146, 1358, 1262]
article-text: ΚΑΙ-ΡΟΝ, 11. (Ρώυτερ).— Ἀνεχώρησεν ἀεροπορικῶς διὰ Δαμασκὸν ὁ πρόεδρος τῆς Υεμένης κ. Σαλλάλ μετὰ τὰς συνομιλίας του μὲ τὸν πρόεδρον Νασσὲρ ἐπὶ τῆς προσχωρήσεως τῆς Υεμένης εἰς τὴν τριμερῆ ἀραβικὴν ὁμοσπονδίαν. Αἱ συνομιλίαι ἀφοροῦν τὴν ἑνότητα τῶν Ἀράβων καὶ τὴν ἀπελευθέρωσιν τῆς Παλαιστίνης. — [221, 1457, 397, 1573]
headline-china-reacts: Ἡ κομμουνιστικὴ Κίνα θὰ ἀντιδράσῃ — [51, 241, 568, 271]
article-text: Ὁ εἰσαγγελεὺς τοῦ Ἀρείου Πάγου κ. Κόλλιας, ἀφικόμενος εἰς Θεσσαλονίκην, ἐνημερώθη ἐπὶ τῆς πορείας τῶν δικαστικῶν ἀνακρίσεων. Συνειργάσθη μὲ ἐκπροσώπους τοῦ σώματος καὶ ἐκάλεσε παρ' αὐτῷ τὸν στρατηγὸν Μήτσου. Σήμερον συζητεῖται ἡ αἴτησις τοῦ νομάρχου περὶ διαλύσεως τοῦ σωματείου τοῦ κ. Γιοσμᾶ. — [1367, 316, 1556, 419]
headline-financing: Θὰ ἀσχολῆται μὲ τὴν χρηματοδότησιν παραγωγικῶν ἔργων καὶ βιομηχανιῶν — [633, 1279, 921, 1310]
section-label: ΑΚΟΜΗ ΚΑΙ ΜΑΧΗ — [435, 1553, 555, 1567]
article-text: ΚΑΙ-ΡΟΝ, 11. (Ρώυτερ).— Ἀνεχώρησεν ἀεροπορικῶς διὰ Δαμασκὸν ὁ πρόεδρος τῆς Υεμένης κ. Σαλλάλ μετὰ τὰς συνομιλίας του μὲ τὸν πρόεδρον Νασσὲρ ἐπὶ τῆς προσχωρήσεως τῆς Υεμένης εἰς τὴν τριμερῆ ἀραβικὴν ὁμοσπονδίαν. Αἱ συνομιλίαι ἀφοροῦν τὴν ἑνότητα τῶν Ἀράβων καὶ τὴν ἀπελευθέρωσιν τῆς Παλαιστίνης. — [36, 1357, 397, 1694]
article-text: ΝΕΑ ΥΟΡΚΗ, 11. (Ἀσσος. Πρές).— Ἡ συνάντησις τοῦ Ρώσσου πρωθυπουργοῦ διὰ τοῦ ἐρχομένου μηνὸς εἰς τὴν διάσκεψιν θὰ προκαλέσῃ τὴν ἔντασιν τοῦ ψυχροῦ πολέμου. Οἱ παρατηρηταὶ πιστεύουν ὅτι ὁ κ. Χρουστσὼφ θὰ ἐμφανισθῇ καὶ πάλιν ἀδιάλλακτος, ἐπιμένων εἰς τὰς θέσεις του διὰ τὸν ἔλεγχον τῶν πυρηνικῶν δοκιμῶν, τὸν ὁποῖον ἀπορρίπτει. Ἡ Βρεταννία καὶ αἱ Ἡνωμέναι Πολιτεῖαι ἐπιδιώκουν συμφωνίαν ἐπὶ τῆς ἀπαγορεύσεως τῶν δοκιμῶν εἰς τὴν ἀτμόσφαιραν. Ἡ κομμουνιστικὴ Κίνα ἐκφράζει τὴν ἀντίθεσίν της πρὸς πᾶσαν συμφωνίαν ποὺ θὰ περιορίζῃ τὴν ἀνάπτυξιν πυρηνικῶν ὅπλων ὑπ' αὐτῆς. — [36, 284, 212, 504]
headline-moscow-submarines: Η ΜΟΣΧΑ ΔΙΑΨΕΥΔΕΙ ΟΤΙ ΥΠΟΒΡΥΧΙΑ ΤΗΣ ΕΚΤΕΛΟΥΝ ΠΕΡΙΠΟΛΙΑΣ ΕΙΣ ΤΗΝ ΜΕΣΟΓΕΙΟΝ — [623, 1506, 932, 1556]
article-text: ΒΑΓΔΑΤΗ, 11. (Ρώυτερ).— Οἱ Κοῦρδοι ἀρνοῦνται νὰ παραδώσουν τὸν ὁπλισμόν των καὶ ἑτοιμάζονται νὰ ἀναμετρηθοῦν μὲ τὰς ἐνόπλους δυνάμεις τῆς Βαγδάτης. Ὁ περσικὸς στρατὸς ἔλαβε διαταγὴν νὰ φονεύσῃ ἐπὶ τόπου πάντα ταραξοποιόν. Ὁ Νασσὲρ ἐπιδιώκει νὰ ἐκμεταλλευθῇ ὑπὲρ αὐτοῦ τὴν ὀξυνσιν τῆς καταστάσεως εἰς τὴν Μέσην Ἀνατολήν. — [1367, 1146, 1556, 1262]
section-label: ΒΟΜΒΑΡΔΙΣΜΟΣ ΕΙΣ ΣΥΡΙΑΝ — [243, 1579, 376, 1606]
article-text: ΒΑΓΔΑΤΗ, 11. (Ρώυτερ).— Οἱ Κοῦρδοι ἀρνοῦνται νὰ παραδώσουν τὸν ὁπλισμόν των καὶ ἑτοιμάζονται νὰ ἀναμετρηθοῦν μὲ τὰς ἐνόπλους δυνάμεις τῆς Βαγδάτης. Ὁ περσικὸς στρατὸς ἔλαβε διαταγὴν νὰ φονεύσῃ ἐπὶ τόπου πάντα ταραξοποιόν. Ὁ Νασσὲρ ἐπιδιώκει νὰ ἐκμεταλλευθῇ ὑπὲρ αὐτοῦ τὴν ὀξυνσιν τῆς καταστάσεως εἰς τὴν Μέσην Ἀνατολήν. — [969, 1191, 1159, 1307]
rule — [605, 1693, 950, 1695]
headline-nuclear-tests: διὰ τὰς πυρηνικὰς δοκιμάς — [83, 123, 535, 158]
photo-caption: Ὁ πρόεδρος τῆς ΗΑΔ κ. Νασσὲρ καὶ ὁ πρόεδρος τῆς Υεμένης, στρατάρχης Σαλλάλ ἐπισκέπτονται τὸ Πανεπιστήμιον Ἀλ Ἀζχάρ τοῦ Καΐρου — [244, 1329, 583, 1353]
headline-sallal-bitar: ΗΡΧΙΣΑΝ ΣΥΝΟΜΙΛΙΑΙ ΣΑΛΛΑΛ ΚΑΙ ΜΠΙΤΑΡ ΔΙΑ ΤΗΝ ΠΡΟΣΧΩΡΗΣΙΝ ΚΑΙ ΤΗΣ ΥΕΜΕΝΗΣ ΕΙΣ ΤΗΝ ΤΡΙΜΕΡΗ ΑΡΑΒΙΚΗΝ ΟΜΟΣΠΟΝΔΙΑΝ — [39, 847, 580, 951]
photo-figure — [685, 254, 764, 512]
section-label: Η Ε.Δ.Α. ΔΙΑΨΕΥΔΕΙ ΟΤΙ ΚΑΤΕΣΤΡΕΨΕ ΜΕΡΟΣ ΤΩΝ ΑΡΧΕΙΩΝ ΤΗΣ — [981, 1491, 1147, 1531]
rule — [36, 116, 583, 118]
headline-weapons: ΑΡΝΟΥΝΤΑΙ ΝΑ ΠΑΡΑΔΩΣΟΥΝ ΤΟΝ ΟΠΛΙΣΜΟΝ — [1018, 1097, 1508, 1119]
photo-figure — [814, 293, 873, 512]
headline-cold-war: Ἐντασιν τοῦ ψυχροῦ πολέμου — [54, 28, 565, 61]
rule — [605, 979, 950, 981]
section-label: ΟΥΣΙ-ΑΛΑΝ ΡΑΙ-ΑΝ — [62, 723, 185, 737]
rule — [969, 979, 1556, 980]
article-text: ΒΑΓΔΑΤΗ, 11. (Ρώυτερ).— Οἱ Κοῦρδοι ἀρνοῦνται νὰ παραδώσουν τὸν ὁπλισμόν των καὶ ἑτοιμάζονται νὰ ἀναμετρηθοῦν μὲ τὰς ἐνόπλους δυνάμεις τῆς Βαγδάτης. Ὁ περσικὸς στρατὸς ἔλαβε διαταγὴν νὰ φονεύσῃ ἐπὶ τόπου πάντα ταραξοποιόν. Ὁ Νασσὲρ ἐπιδιώκει νὰ ἐκμεταλλευθῇ ὑπὲρ αὐτοῦ τὴν ὀξυνσιν τῆς καταστάσεως εἰς τὴν Μέσην Ἀνατολήν. — [1367, 1438, 1556, 1554]
rule — [605, 1501, 950, 1503]
section-label: ΑΦΘΟΝΙ ΚΑΤΗΓΟΡΟΣ — [1194, 583, 1331, 597]
article-text: ΒΑΓΔΑΤΗ, 11. (Ρώυτερ).— Οἱ Κοῦρδοι ἀρνοῦνται νὰ παραδώσουν τὸν ὁπλισμόν των καὶ ἑτοιμάζονται νὰ ἀναμετρηθοῦν μὲ τὰς ἐνόπλους δυνάμεις τῆς Βαγδάτης. Ὁ περσικὸς στρατὸς ἔλαβε διαταγὴν νὰ φονεύσῃ ἐπὶ τόπου πάντα ταραξοποιόν. Ὁ Νασσὲρ ἐπιδιώκει νὰ ἐκμεταλλευθῇ ὑπὲρ αὐτοῦ τὴν ὀξυνσιν τῆς καταστάσεως εἰς τὴν Μέσην Ἀνατολήν. — [969, 1368, 1159, 1484]
headline-amsterdam: Η ΣΥΜΦΩΝΙΑ ΥΠΟΓΡΑΦΕΤΑΙ ΕΙΣ ΑΜΣΤΕΡΝΤΑΜ — [607, 1308, 948, 1327]
article-side-text — [36, 1045, 234, 1356]
rule — [36, 236, 583, 237]
rule — [605, 1871, 950, 1873]
section-label: ΑΠΟΣΤΕΛΛΟΝΤΑΙ ΠΑΡΑΤΗΡΗΤΑΙ — [439, 1401, 551, 1428]
section-label: Ο ΠΕΡΣΙΚΟΣ ΣΤΡΑΤΟΣ ΕΛΑΒΕ ΔΙΑΤΑΓΗΝ ΝΑ ΦΟΝΕΥΣΗ ΕΠΙ ΤΟΠΟΥ ΠΑΝΤΑ ΤΑΡΑΞΟΠΟΙΟΝ — [969, 1135, 1159, 1188]
headline-egypt-missiles: Η ΑΙΓΥΠΤΟΣ ΚΑΤΕΧΕΙ ΕΝΝΕΑΚΟΣΙΟΥΣ ΠΥΡΑΥΛΟΥΣ ΕΦΟΔΙΑΣΜΕΝΟΥΣ ΜΕ ΣΥΜΒΑΤΙΚΑΣ ΕΚΡΗΚΤΙΚΑΣ ΥΛΑΣ ΚΑΤΑΓΓΕΛΛΕΙ Η ΙΣΡΑΗΛΙΝΗ ΕΦΗΜΕΡΙΣ «ΜΑΡΙΒ» — [606, 1700, 949, 1757]
headline-kurds: ΟΙ ΚΟΥΡΔΟΙ ΕΤΟΙΜΑΖΟΝΤΑΙ Ν' ΑΝΑΜΕΤΡΗΘΟΥΝ ΜΕ ΤΑΣ ΕΝΟΠΛΟΥΣ ΔΥΝΑΜΕΙΣ ΤΗΣ ΒΑΓΔΑΤΗΣ — [977, 982, 1548, 1035]
article-committee — [605, 1076, 950, 1205]
headline-middle-east: Ζοφοῦται ὁ ὁρίζων εἰς Μ. Ἀνατολὴν — [1014, 945, 1512, 975]
rule — [969, 211, 1556, 212]
section-label: ΜΥΣΤΗΡΙΩΔΗΣ ΚΟΥΡΣΑ — [1386, 299, 1537, 313]
